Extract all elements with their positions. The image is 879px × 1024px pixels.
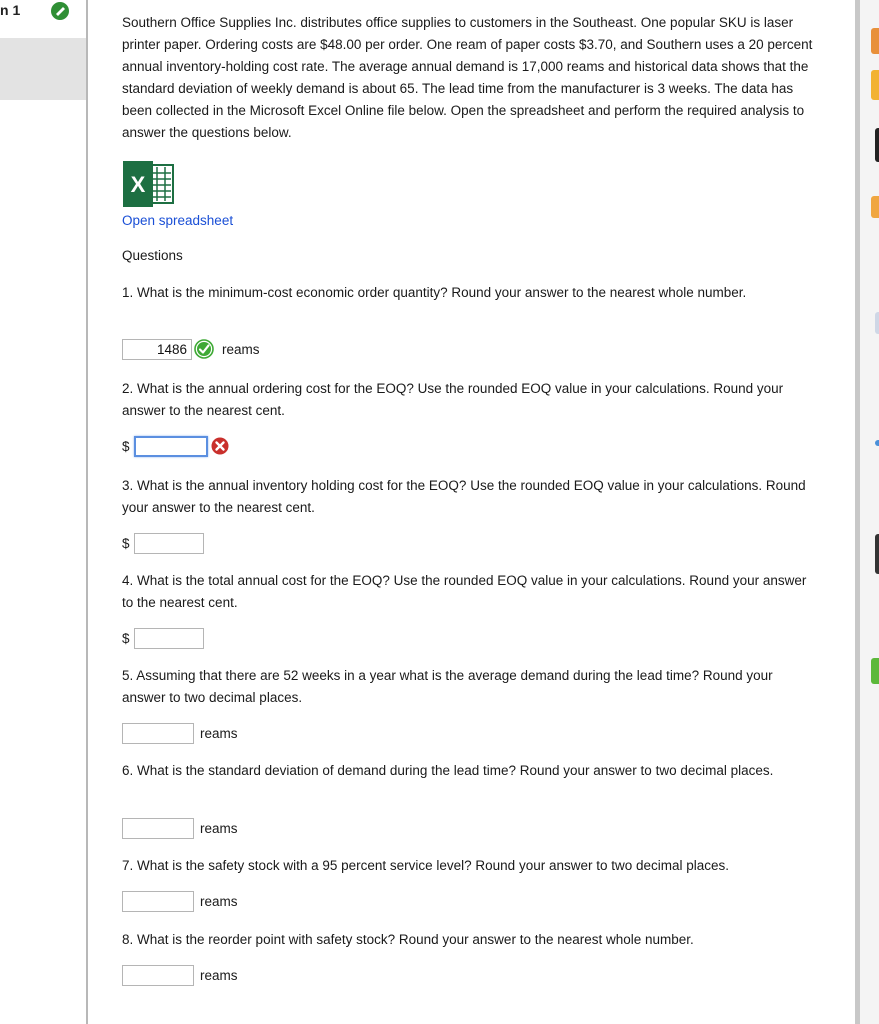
question-8-unit: reams [200,967,238,983]
right-tab-yellow[interactable] [871,70,879,100]
right-tab-blue [875,440,879,446]
question-3-text: 3. What is the annual inventory holding cost for the EOQ? Use the rounded EOQ value in your calculations. Round your answer to the nearest cent. [122,478,806,515]
question-7-answer [122,889,238,913]
right-tab-light [875,312,879,334]
question-4-answer [122,626,204,650]
sidebar-gray-band [0,38,86,100]
excel-icon-letter: X [130,172,146,197]
sidebar-tab[interactable] [0,0,86,38]
right-tab-orange-1[interactable] [871,28,879,54]
question-3-dollar: $ [122,535,130,551]
excel-spreadsheet-icon[interactable] [123,161,175,207]
question-3-input[interactable] [134,533,204,554]
completed-status-icon [48,0,72,24]
question-8-input[interactable] [122,965,194,986]
question-1-answer [122,337,260,361]
question-8-text: 8. What is the reorder point with safety stock? Round your answer to the nearest whole number. [122,932,694,947]
question-8-answer [122,963,238,987]
incorrect-x-icon [210,436,230,456]
right-tab-dark-2 [875,534,879,574]
question-5-text: 5. Assuming that there are 52 weeks in a year what is the average demand during the lead time? Round your answer to two decimal places. [122,668,773,705]
question-4-input[interactable] [134,628,204,649]
question-1-unit: reams [222,341,260,357]
question-7-text: 7. What is the safety stock with a 95 percent service level? Round your answer to two decimal places. [122,858,730,873]
right-tab-orange-2[interactable] [871,196,879,218]
question-6-input[interactable] [122,818,194,839]
right-tab-green[interactable] [871,658,879,684]
question-7-unit: reams [200,893,238,909]
question-2-answer [122,434,230,458]
correct-check-icon [194,339,214,359]
question-6-answer [122,816,238,840]
left-sidebar [0,0,86,1024]
question-1-text: 1. What is the minimum-cost economic order quantity? Round your answer to the nearest whole number. [122,285,747,300]
questions-heading: Questions [122,248,183,263]
question-7-input[interactable] [122,891,194,912]
question-2-input[interactable] [134,436,208,457]
question-5-answer [122,721,238,745]
question-4-dollar: $ [122,630,130,646]
open-spreadsheet-link[interactable]: Open spreadsheet [122,213,234,228]
sidebar-tab-label: n 1 [0,2,21,18]
question-6-text: 6. What is the standard deviation of demand during the lead time? Round your answer to two decimal places. [122,763,774,778]
right-tab-dark [875,128,879,162]
question-1-input[interactable] [122,339,192,360]
question-2-text: 2. What is the annual ordering cost for the EOQ? Use the rounded EOQ value in your calculations. Round your answer to the nearest cent. [122,381,784,418]
question-6-unit: reams [200,820,238,836]
question-2-dollar: $ [122,438,130,454]
question-4-text: 4. What is the total annual cost for the EOQ? Use the rounded EOQ value in your calculations. Round your answer to the nearest cent. [122,573,807,610]
question-5-unit: reams [200,725,238,741]
problem-statement: Southern Office Supplies Inc. distributes office supplies to customers in the Southeast. One popular SKU is laser printer paper. Ordering costs are $48.00 per order. One ream of paper costs $3.70, and Southern uses a 20 percent annual inventory-holding cost rate. The average annual demand is 17,000 reams and historical data shows that the standard deviation of weekly demand is about 65. The lead time from the manufacturer is 3 weeks. The data has been collected in the Microsoft Excel Online file below. Open the spreadsheet and perform the required analysis to answer the questions below. [122,15,813,140]
question-3-answer [122,531,204,555]
left-divider [86,0,88,1024]
question-5-input[interactable] [122,723,194,744]
